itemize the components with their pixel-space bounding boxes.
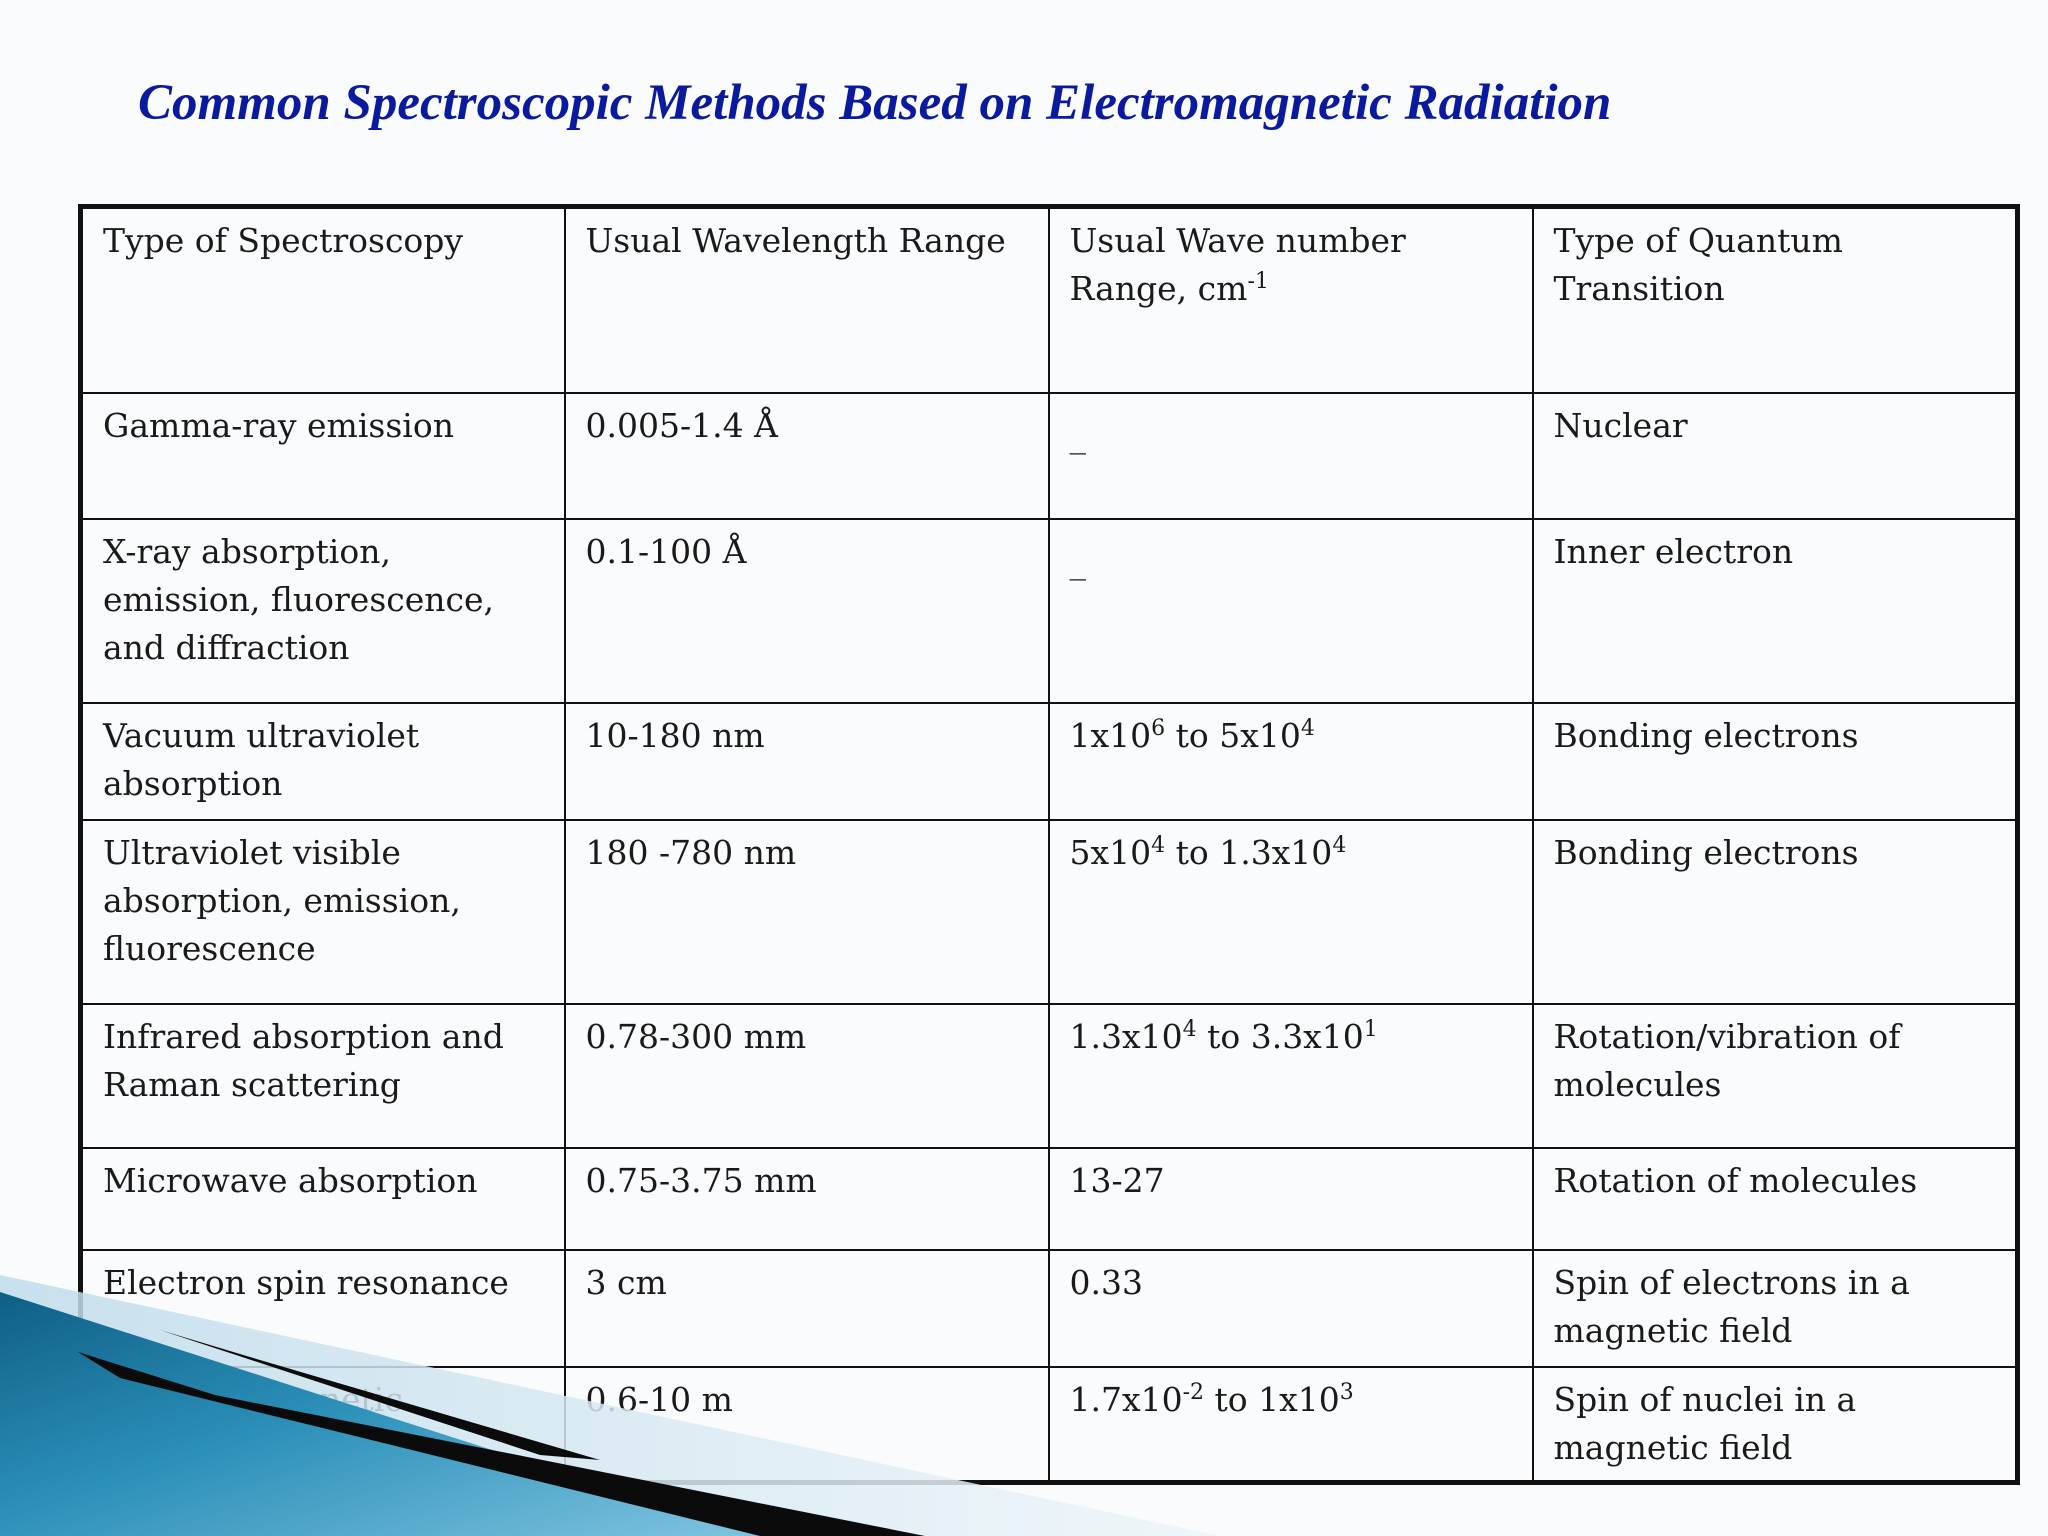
cell-type: Infrared absorption and Raman scattering: [81, 1004, 565, 1148]
cell-type: Vacuum ultraviolet absorption: [81, 703, 565, 820]
cell-transition: Rotation of molecules: [1533, 1148, 2018, 1250]
cell-wavelength: 0.78-300 mm: [565, 1004, 1049, 1148]
wavenumber-a: 5x10: [1069, 832, 1152, 872]
cell-transition: Nuclear: [1533, 393, 2018, 519]
wavenumber-mid: to 1x10: [1204, 1379, 1340, 1419]
cell-type: X-ray absorption, emission, fluorescence, and diffraction: [81, 519, 565, 703]
header-quantum-transition: Type of Quantum Transition: [1533, 207, 2018, 393]
wavenumber-b-exponent: 4: [1300, 715, 1315, 741]
cell-transition: Bonding electrons: [1533, 703, 2018, 820]
cell-wavenumber: 0.33: [1049, 1250, 1533, 1367]
header-wavenumber-sup: -1: [1247, 269, 1269, 294]
wavenumber-a: 1.7x10: [1069, 1379, 1183, 1419]
wavenumber-a-exponent: 4: [1182, 1016, 1197, 1042]
wavenumber-b-exponent: 3: [1339, 1379, 1354, 1405]
cell-wavelength: 3 cm: [565, 1250, 1049, 1367]
cell-transition: Spin of electrons in a magnetic field: [1533, 1250, 2018, 1367]
header-type-of-spectroscopy: Type of Spectroscopy: [81, 207, 565, 393]
cell-transition: Rotation/vibration of molecules: [1533, 1004, 2018, 1148]
cell-type: Electron spin resonance: [81, 1250, 565, 1367]
wavenumber-mid: to 5x10: [1165, 715, 1301, 755]
cell-wavenumber: 13-27: [1049, 1148, 1533, 1250]
wavenumber-mid: to 3.3x10: [1196, 1016, 1364, 1056]
cell-wavelength: 180 -780 nm: [565, 820, 1049, 1004]
cell-type: Ultraviolet visible absorption, emission, fluorescence: [81, 820, 565, 1004]
cell-type: Microwave absorption: [81, 1148, 565, 1250]
cell-wavelength: 10-180 nm: [565, 703, 1049, 820]
cell-type: Gamma-ray emission: [81, 393, 565, 519]
cell-transition: Spin of nuclei in a magnetic field: [1533, 1367, 2018, 1483]
cell-wavelength: 0.1-100 Å: [565, 519, 1049, 703]
wavenumber-a-exponent: 6: [1151, 715, 1166, 741]
header-wavelength-range: Usual Wavelength Range: [565, 207, 1049, 393]
cell-wavelength: 0.005-1.4 Å: [565, 393, 1049, 519]
wavenumber-a-exponent: 4: [1151, 832, 1166, 858]
cell-wavelength: 0.6-10 m: [565, 1367, 1049, 1483]
wavenumber-a: 1x10: [1069, 715, 1152, 755]
wavenumber-a-exponent: -2: [1182, 1379, 1205, 1405]
wavenumber-b-exponent: 4: [1332, 832, 1347, 858]
wavenumber-b-exponent: 1: [1363, 1016, 1378, 1042]
slide-title: Common Spectroscopic Methods Based on Electromagnetic Radiation: [138, 75, 1612, 131]
cell-transition: Bonding electrons: [1533, 820, 2018, 1004]
cell-transition: Inner electron: [1533, 519, 2018, 703]
wavenumber-a: 1.3x10: [1069, 1016, 1183, 1056]
cell-wavenumber: _: [1049, 519, 1533, 703]
cell-wavelength: 0.75-3.75 mm: [565, 1148, 1049, 1250]
wavenumber-mid: to 1.3x10: [1165, 832, 1333, 872]
cell-wavenumber: _: [1049, 393, 1533, 519]
header-wavenumber-text: Usual Wave number Range, cm: [1069, 221, 1406, 308]
